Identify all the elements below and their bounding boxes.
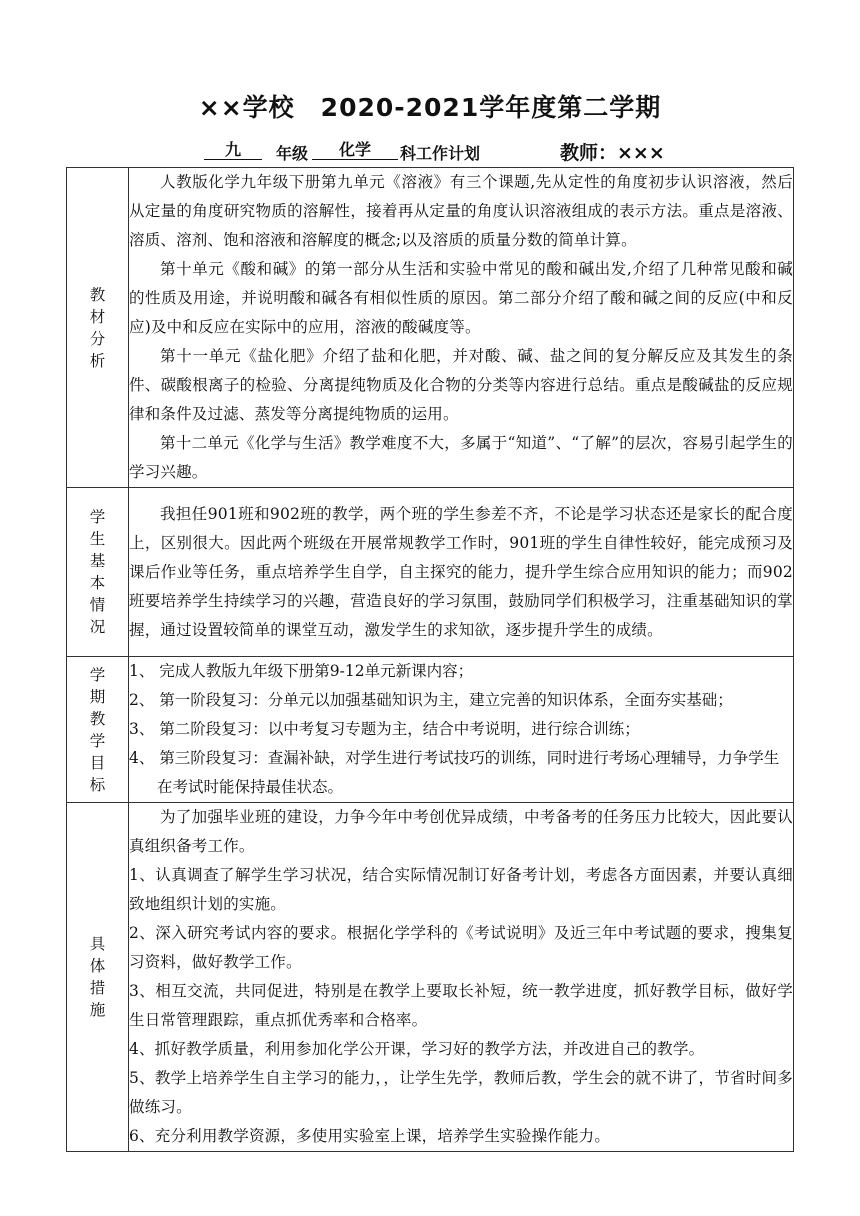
goal-item: 1、 完成人教版九年级下册第9-12单元新课内容； [129, 662, 474, 680]
section-label [67, 657, 129, 803]
subject-field: 化学 [312, 141, 398, 160]
measure-item: 1、认真调查了解学生学习状况，结合实际情况制订好备考计划，考虑各方面因素，并要认真细致地组织计划的实施。 [129, 866, 793, 913]
section-label [67, 168, 129, 488]
goal-item: 3、 第二阶段复习：以中考复习专题为主，结合中考说明，进行综合训练； [129, 720, 640, 738]
section-row-materials [67, 168, 794, 488]
page-title: ××学校 2020-2021学年度第二学期 [198, 93, 662, 122]
section-row-measures [67, 803, 794, 1152]
goal-item: 2、 第一阶段复习：分单元以加强基础知识为主，建立完善的知识体系，全面夯实基础； [129, 691, 733, 709]
measure-item: 6、充分利用教学资源，多使用实验室上课，培养学生实验操作能力。 [129, 1127, 611, 1145]
section-content [129, 657, 794, 803]
section-label-text: 学生基本情况 [89, 508, 106, 636]
teacher-field: 教师：××× [560, 142, 665, 164]
grade-suffix: 年级 [276, 144, 309, 163]
section-row-goals [67, 657, 794, 803]
paragraph: 人教版化学九年级下册第九单元《溶液》有三个课题,先从定性的角度初步认识溶液，然后从定量的角度研究物质的溶解性，接着再从定量的角度认识溶液组成的表示方法。重点是溶液、溶质、溶剂、饱和溶液和溶解度的概念;以及溶质的质量分数的简单计算。 [129, 173, 793, 249]
plan-table [66, 167, 794, 1152]
goal-item: 4、 第三阶段复习：查漏补缺，对学生进行考试技巧的训练，同时进行考场心理辅导，力争学生在考试时能保持最佳状态。 [129, 749, 780, 796]
section-label [67, 803, 129, 1152]
measure-item: 5、教学上培养学生自主学习的能力，，让学生先学，教师后教，学生会的就不讲了，节省时间多做练习。 [129, 1069, 793, 1116]
section-label [67, 488, 129, 657]
subtitle-line [204, 141, 824, 165]
measure-item: 2、深入研究考试内容的要求。根据化学学科的《考试说明》及近三年中考试题的要求，搜集复习资料，做好教学工作。 [129, 924, 793, 971]
measure-item: 3、相互交流，共同促进，特别是在教学上要取长补短，统一教学进度，抓好教学目标，做好学生日常管理跟踪，重点抓优秀率和合格率。 [129, 982, 793, 1029]
paragraph: 我担任901班和902班的教学，两个班的学生参差不齐，不论是学习状态还是家长的配合度上，区别很大。因此两个班级在开展常规教学工作时，901班的学生自律性较好，能完成预习及课后作业等任务，重点培养学生自学，自主探究的能力，提升学生综合应用知识的能力；而902班要培养学生持续学习的兴趣，营造良好的学习氛围，鼓励同学们积极学习，注重基础知识的掌握，通过设置较简单的课堂互动，激发学生的求知欲，逐步提升学生的成绩。 [129, 504, 793, 639]
paragraph: 为了加强毕业班的建设，力争今年中考创优异成绩，中考备考的任务压力比较大，因此要认真组织备考工作。 [129, 808, 793, 855]
section-label-text: 具体措施 [89, 935, 106, 1019]
section-content [129, 488, 794, 657]
grade-field: 九 [204, 141, 262, 160]
plan-label: 科工作计划 [400, 144, 481, 163]
section-row-students [67, 488, 794, 657]
paragraph: 第十单元《酸和碱》的第一部分从生活和实验中常见的酸和碱出发,介绍了几种常见酸和碱的性质及用途，并说明酸和碱各有相似性质的原因。第二部分介绍了酸和碱之间的反应(中和反应)及中和反应在实际中的应用，溶液的酸碱度等。 [129, 260, 793, 336]
section-label-text: 学期教学目标 [89, 665, 106, 794]
section-content [129, 803, 794, 1152]
measure-item: 4、抓好教学质量，利用参加化学公开课，学习好的教学方法，并改进自己的教学。 [129, 1040, 705, 1058]
paragraph: 第十一单元《盐化肥》介绍了盐和化肥，并对酸、碱、盐之间的复分解反应及其发生的条件、碳酸根离子的检验、分离提纯物质及化合物的分类等内容进行总结。重点是酸碱盐的反应规律和条件及过滤、蒸发等分离提纯物质的运用。 [129, 347, 793, 423]
section-label-text: 教材分析 [89, 285, 106, 370]
paragraph: 第十二单元《化学与生活》教学难度不大，多属于“知道”、“了解”的层次，容易引起学生的学习兴趣。 [129, 434, 793, 481]
section-content [129, 168, 794, 488]
